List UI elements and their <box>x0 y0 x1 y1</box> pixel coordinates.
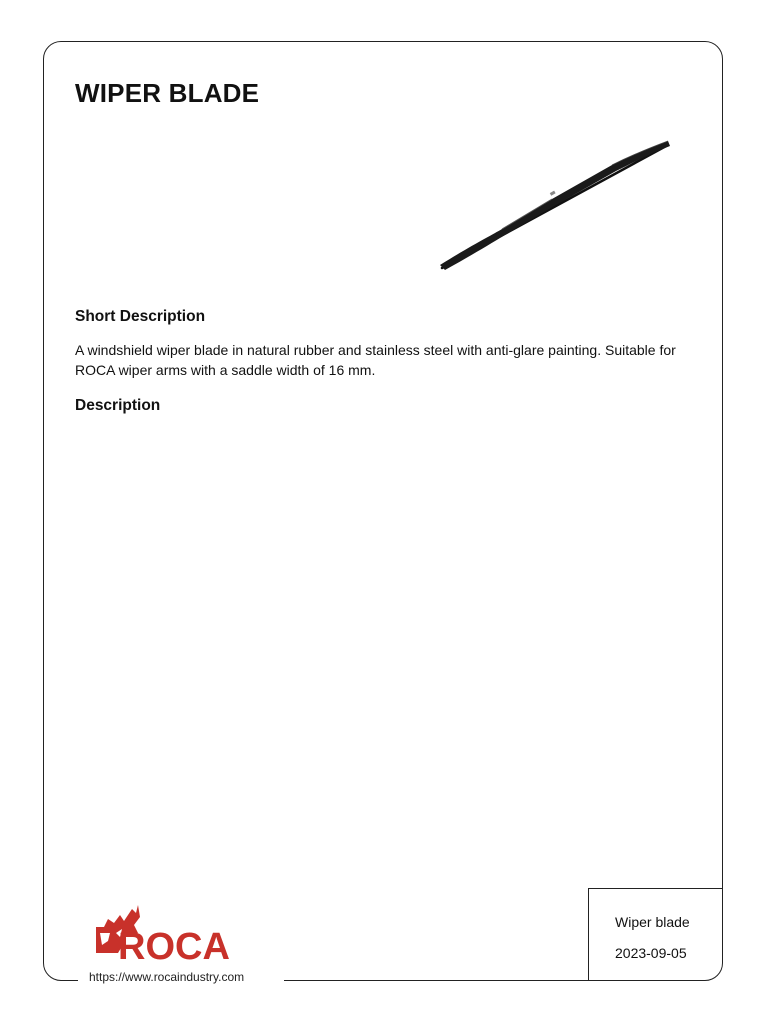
document-date: 2023-09-05 <box>615 945 687 961</box>
website-url[interactable]: https://www.rocaindustry.com <box>89 970 245 984</box>
wiper-blade-image <box>432 135 678 280</box>
roca-logo <box>94 903 266 963</box>
short-description-heading: Short Description <box>75 308 206 325</box>
page-title: WIPER BLADE <box>75 78 260 108</box>
document-meta-box <box>588 888 723 981</box>
product-name: Wiper blade <box>615 914 690 930</box>
short-description-text: A windshield wiper blade in natural rubber and stainless steel with anti-glare painting. Suitable for ROCA wiper arms with a saddle width of 16 mm. <box>75 342 676 378</box>
description-heading: Description <box>75 397 161 414</box>
logo-text: ROCA <box>118 926 230 963</box>
